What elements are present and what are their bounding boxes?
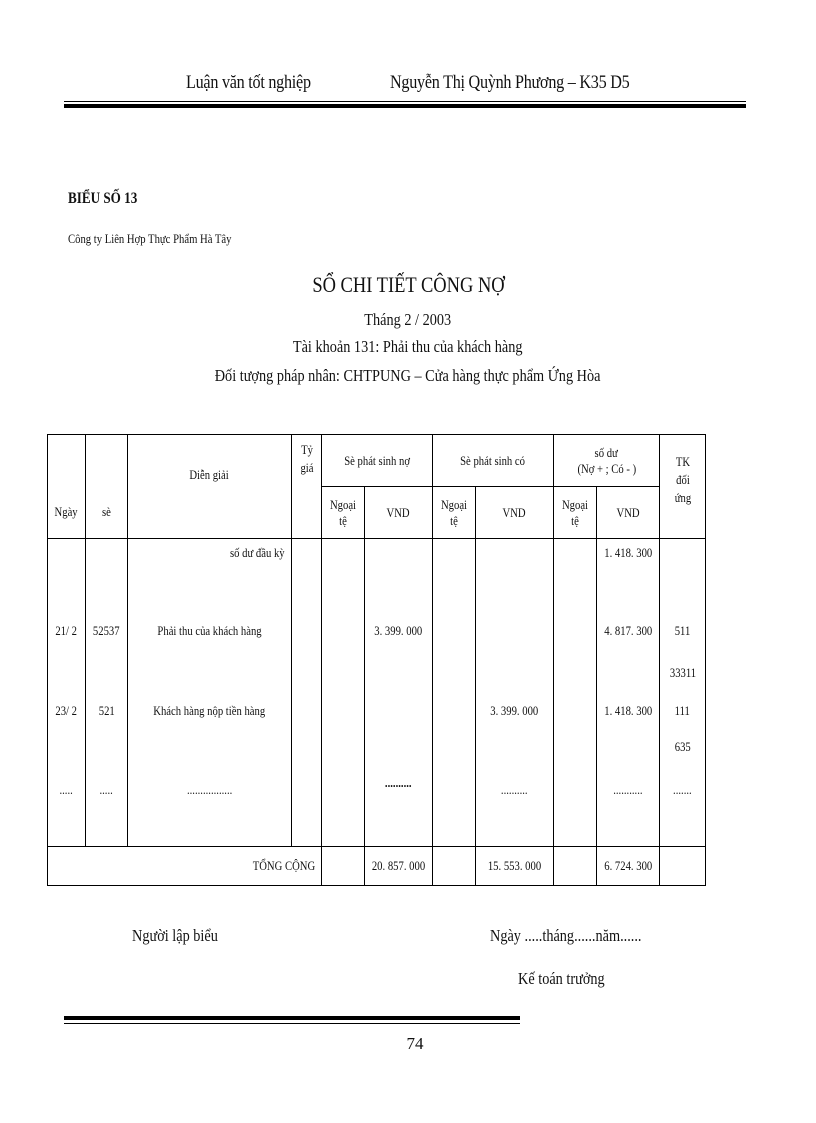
table-row-description: Phải thu của khách hàng: [157, 623, 262, 638]
col-header-balance-vnd: VND: [597, 487, 660, 539]
body-account-col: [660, 539, 706, 847]
total-credit-vnd: 15. 553. 000: [476, 847, 554, 886]
body-balance-foreign-col: [554, 539, 597, 847]
body-date-col: [48, 539, 86, 847]
total-credit-foreign: [433, 847, 476, 886]
document-month: Tháng 2 / 2003: [364, 310, 452, 329]
chief-accountant-signature: Kế toán trưởng: [518, 969, 605, 988]
ellipsis-description: .................: [186, 782, 233, 797]
document-subject: Đối tượng pháp nhân: CHTPUNG – Cửa hàng thực phẩm Ứng Hòa: [215, 366, 601, 385]
ledger-table: [47, 434, 706, 886]
body-rate-col: [292, 539, 322, 847]
body-debit-vnd-col: [365, 539, 433, 847]
col-header-description: Diễn giải: [128, 435, 292, 539]
company-name: Công ty Liên Hợp Thực Phẩm Hà Tây: [68, 231, 232, 246]
document-title: SỔ CHI TIẾT CÔNG NỢ: [311, 272, 505, 297]
col-header-debit-vnd: VND: [365, 487, 433, 539]
table-row-date: 23/ 2: [55, 703, 78, 718]
col-header-credit-foreign: Ngoại tệ: [433, 487, 476, 539]
ellipsis-account: .......: [673, 782, 692, 797]
table-row-account: 635: [674, 739, 691, 754]
body-debit-foreign-col: [322, 539, 365, 847]
col-header-balance-foreign: Ngoại tệ: [554, 487, 597, 539]
header-right-text: Nguyễn Thị Quỳnh Phương – K35 D5: [390, 72, 630, 93]
opening-balance-value: 1. 418. 300: [604, 545, 653, 560]
table-row-balance: 1. 418. 300: [604, 703, 653, 718]
ellipsis-balance: ...........: [613, 782, 643, 797]
total-account: [660, 847, 706, 886]
col-header-debit-foreign: Ngoại tệ: [322, 487, 365, 539]
header-left-text: Luận văn tốt nghiệp: [186, 72, 311, 93]
footer-rule-thick: [64, 1016, 520, 1020]
table-row-account: 511: [674, 623, 691, 638]
ellipsis-debit: ..........: [385, 775, 412, 790]
col-header-debit-group: Sè phát sinh nợ: [322, 435, 433, 487]
total-balance-vnd: 6. 724. 300: [597, 847, 660, 886]
form-label: BIỂU SỐ 13: [68, 190, 138, 207]
table-row-account: 111: [674, 703, 691, 718]
col-header-number: sè: [86, 435, 128, 539]
table-row-date: 21/ 2: [55, 623, 78, 638]
body-number-col: [86, 539, 128, 847]
page-number: 74: [406, 1034, 424, 1053]
body-description-col: [128, 539, 292, 847]
col-header-counter-account: TK đối ứng: [660, 435, 706, 539]
total-debit-foreign: [322, 847, 365, 886]
total-debit-vnd: 20. 857. 000: [365, 847, 433, 886]
col-header-date: Ngày: [48, 435, 86, 539]
ellipsis-number: .....: [99, 782, 114, 797]
col-header-rate: Tỷ giá: [292, 435, 322, 539]
body-credit-foreign-col: [433, 539, 476, 847]
ellipsis-date: .....: [59, 782, 74, 797]
header-rule-thick: [64, 104, 746, 108]
table-row-account: 33311: [669, 665, 696, 680]
opening-balance-label: số dư đầu kỳ: [230, 545, 285, 560]
ellipsis-credit: ..........: [501, 782, 528, 797]
preparer-signature: Người lập biểu: [132, 926, 218, 945]
table-row-number: 521: [98, 703, 115, 718]
body-credit-vnd-col: [476, 539, 554, 847]
document-account: Tài khoản 131: Phải thu của khách hàng: [293, 337, 523, 356]
table-row-balance: 4. 817. 300: [604, 623, 653, 638]
total-label: TỔNG CỘNG: [48, 847, 322, 886]
total-row: [48, 847, 706, 886]
table-row-description: Khách hàng nộp tiền hàng: [153, 703, 266, 718]
col-header-balance-group: số dư (Nợ + ; Có - ): [554, 435, 660, 487]
date-line: Ngày .....tháng......năm......: [490, 926, 642, 945]
table-row-number: 52537: [93, 623, 120, 638]
table-row-credit: 3. 399. 000: [490, 703, 539, 718]
ledger-body: [48, 539, 706, 847]
col-header-credit-vnd: VND: [476, 487, 554, 539]
header-rule-thin: [64, 101, 746, 102]
table-row-debit: 3. 399. 000: [374, 623, 423, 638]
body-balance-vnd-col: [597, 539, 660, 847]
footer-rule-thin: [64, 1023, 520, 1024]
total-balance-foreign: [554, 847, 597, 886]
col-header-credit-group: Sè phát sinh có: [433, 435, 554, 487]
